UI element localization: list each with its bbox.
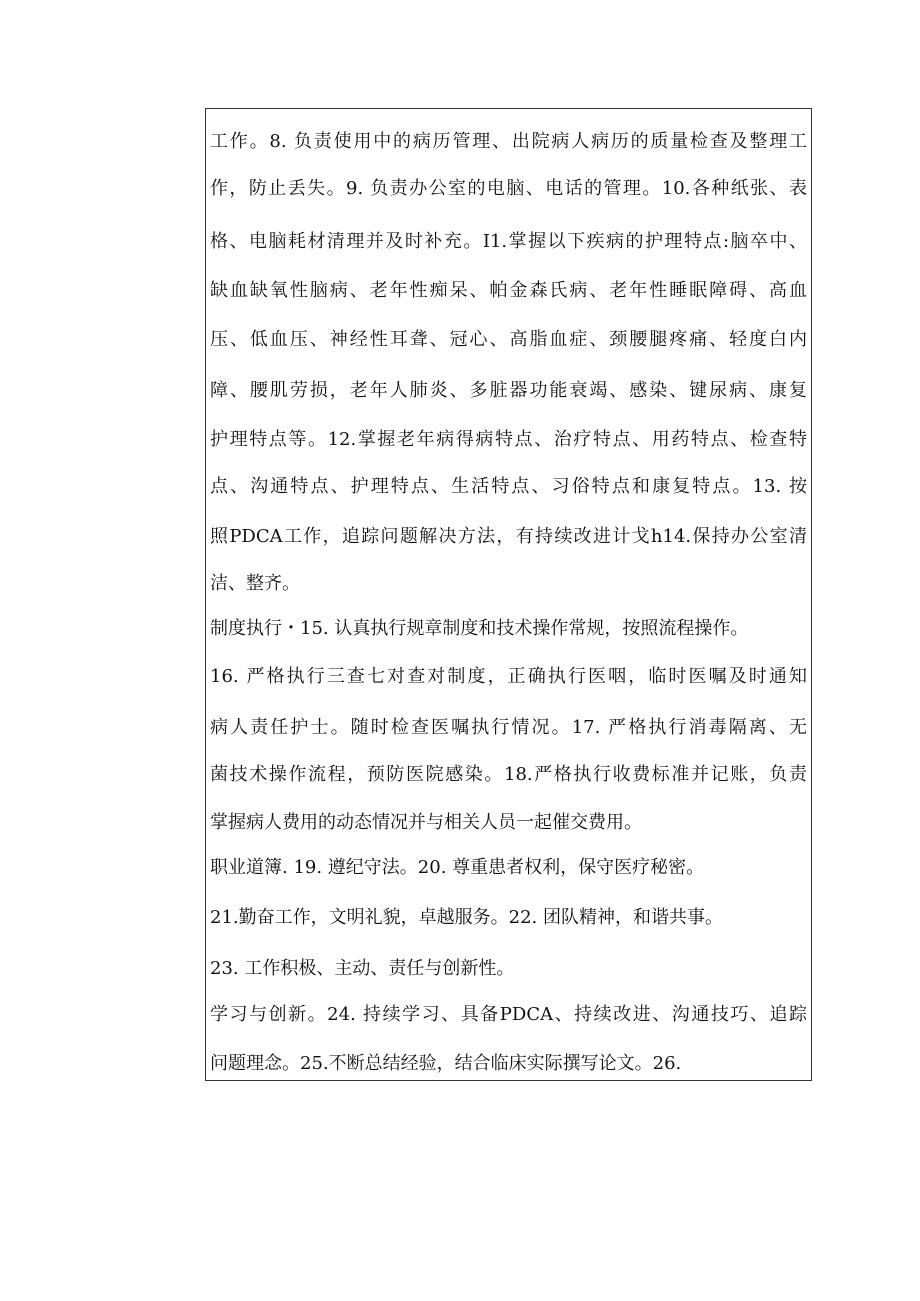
text-line: 问题理念。25.不断总结经验，结合临床实际撰写论文。26. (210, 1053, 682, 1074)
text-line: 掌握病人费用的动态情况并与相关人员一起催交费用。 (210, 812, 642, 833)
text-line: 护理特点等。12.掌握老年病得病特点、治疗特点、用药特点、检查特 (210, 429, 807, 450)
text-line: 障、腰肌劳损，老年人肺炎、多脏器功能衰竭、感染、键尿病、康复 (210, 380, 807, 401)
text-line: 菌技术操作流程，预防医院感染。18.严格执行收费标准并记账，负责 (210, 764, 807, 785)
text-line: 16. 严格执行三查七对查对制度，正确执行医咽，临时医嘱及时通知 (210, 666, 807, 687)
document-table-cell (205, 108, 812, 1081)
text-line: 病人责任护士。随时检查医嘱执行情况。17. 严格执行消毒隔离、无 (210, 717, 807, 738)
text-line: 格、电脑耗材清理并及时补充。I1.掌握以下疾病的护理特点:脑卒中、 (210, 231, 807, 252)
text-line: 照PDCA工作，追踪问题解决方法，有持续改进计戈h14.保持办公室清 (210, 526, 807, 547)
text-line: 压、低血压、神经性耳聋、冠心、高脂血症、颈腰腿疼痛、轻度白内 (210, 329, 807, 350)
text-line: 洁、整齐。 (210, 573, 300, 594)
text-line: 缺血缺氧性脑病、老年性痴呆、帕金森氏病、老年性睡眠障碍、高血 (210, 280, 807, 301)
section-heading-line: 制度执行・15. 认真执行规章制度和技术操作常规，按照流程操作。 (210, 618, 749, 639)
text-line: 21.勤奋工作，文明礼貌，卓越服务。22. 团队精神，和谐共事。 (210, 907, 723, 928)
text-line: 点、沟通特点、护理特点、生活特点、习俗特点和康复特点。13. 按 (210, 476, 807, 497)
section-heading-line: 学习与创新。24. 持续学习、具备PDCA、持续改进、沟通技巧、追踪 (210, 1004, 807, 1025)
text-line: 作，防止丢失。9. 负责办公室的电脑、电话的管理。10.各种纸张、表 (210, 178, 807, 199)
text-line: 工作。8. 负责使用中的病历管理、出院病人病历的质量检查及整理工 (210, 131, 807, 152)
section-heading-line: 职业道簿. 19. 遵纪守法。20. 尊重患者权利，保守医疗秘密。 (210, 857, 705, 878)
text-line: 23. 工作积极、主动、责任与创新性。 (210, 958, 515, 979)
